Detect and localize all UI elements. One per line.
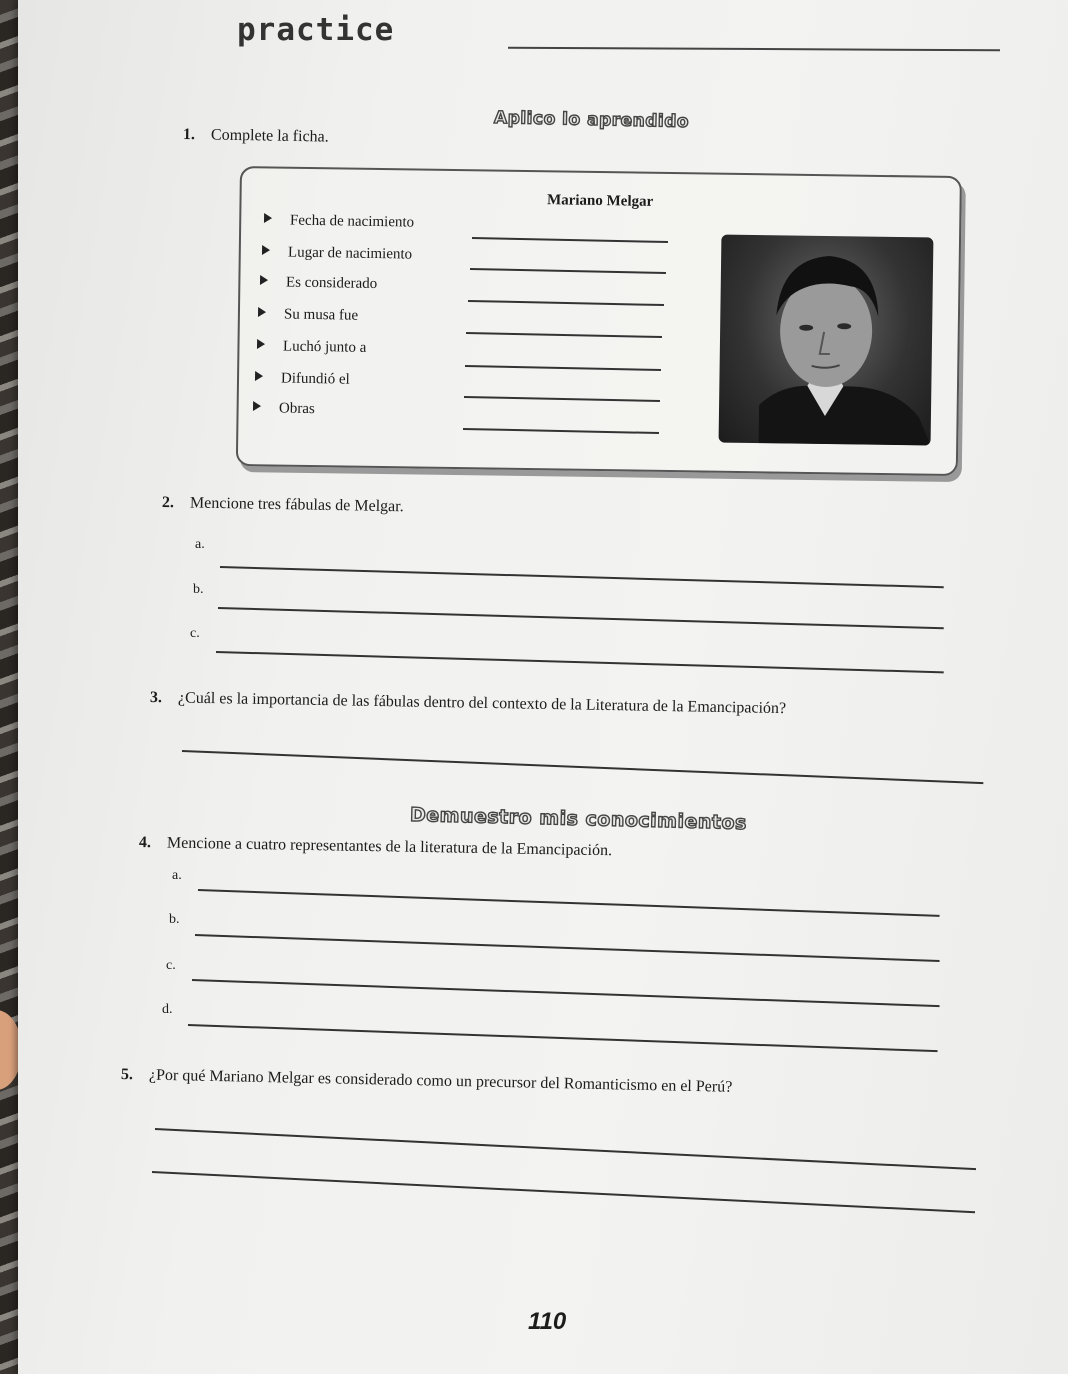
arrow-bullet-icon	[262, 245, 270, 255]
arrow-bullet-icon	[258, 307, 266, 317]
field-lucho	[257, 338, 367, 357]
arrow-bullet-icon	[264, 213, 272, 223]
question-text: ¿Cuál es la importancia de las fábulas dentro del contexto de la Literatura de la Emancipación?	[177, 689, 787, 718]
section-heading-demuestro: Demuestro mis conocimientos	[409, 803, 748, 835]
card-title: Mariano Melgar	[546, 192, 654, 210]
field-label: Lugar de nacimiento	[287, 244, 413, 263]
question-1	[183, 126, 329, 147]
field-label: Fecha de nacimiento	[289, 212, 415, 231]
question-text: Complete la ficha.	[210, 126, 329, 146]
field-fecha	[264, 212, 414, 232]
arrow-bullet-icon	[253, 401, 261, 411]
field-label: Su musa fue	[283, 306, 359, 324]
portrait-drawing	[719, 235, 934, 446]
page-number: 110	[528, 1308, 567, 1335]
question-text: ¿Por qué Mariano Melgar es considerado como un precursor del Romanticismo en el Perú?	[148, 1066, 733, 1096]
option-label-c: c.	[190, 626, 200, 641]
field-label: Obras	[278, 400, 315, 418]
option-label-b: b.	[169, 912, 180, 927]
page-title: practice	[237, 12, 395, 48]
arrow-bullet-icon	[257, 339, 265, 349]
question-text: Mencione tres fábulas de Melgar.	[189, 494, 404, 516]
section-heading-aplico: Aplico lo aprendido	[493, 107, 690, 133]
option-label-d: d.	[162, 1002, 173, 1017]
field-label: Luchó junto a	[282, 338, 367, 356]
question-number: 4.	[138, 834, 152, 852]
question-number: 3.	[149, 689, 163, 707]
question-text: Mencione a cuatro representantes de la literatura de la Emancipación.	[166, 834, 613, 860]
field-considerado	[260, 274, 378, 293]
arrow-bullet-icon	[260, 275, 268, 285]
field-musa	[258, 306, 358, 325]
question-number: 1.	[182, 126, 196, 144]
field-difundio	[255, 370, 350, 389]
question-number: 2.	[161, 494, 175, 512]
option-label-b: b.	[193, 582, 204, 597]
field-label: Es considerado	[285, 274, 378, 293]
question-number: 5.	[120, 1066, 134, 1084]
option-label-c: c.	[166, 958, 176, 973]
field-label: Difundió el	[280, 370, 350, 388]
arrow-bullet-icon	[255, 371, 263, 381]
option-label-a: a.	[172, 868, 182, 883]
option-label-a: a.	[195, 537, 205, 552]
field-lugar	[262, 244, 412, 264]
portrait-image	[719, 235, 934, 446]
field-obras	[253, 400, 315, 418]
